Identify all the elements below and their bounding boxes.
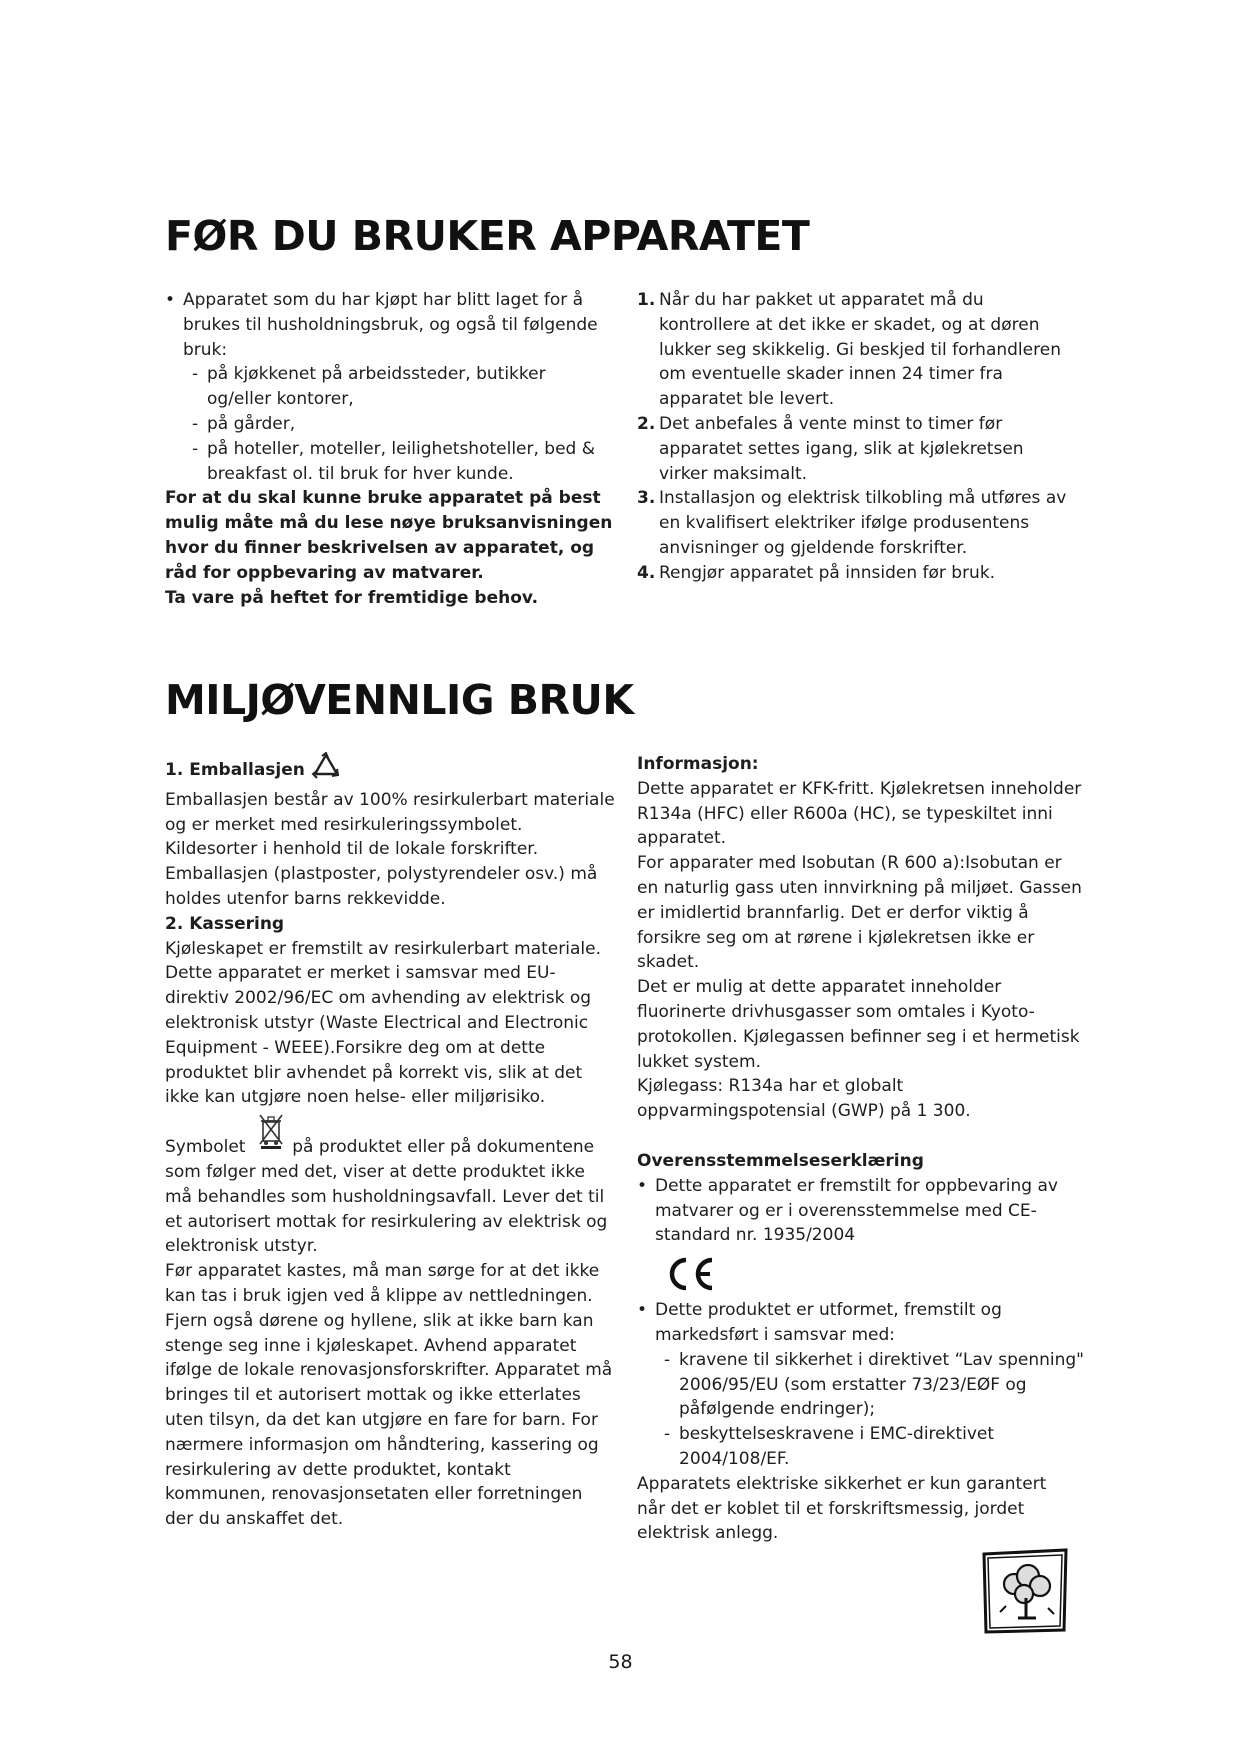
keep-booklet-note: Ta vare på heftet for fremtidige behov. (165, 587, 539, 608)
information-heading: Informasjon: (637, 754, 759, 774)
use-item: - på hoteller, moteller, leilighetshoteller, bed & breakfast ol. til bruk for hver kunde. (192, 438, 596, 484)
before-use-right-column (637, 288, 1077, 586)
intended-use-text: Apparatet som du har kjøpt har blitt laget for å brukes til husholdningsbruk, og også til følgende bruk: (183, 290, 598, 360)
bullet-marker: • (165, 290, 176, 310)
information-text-4: Kjølegass: R134a har et globalt oppvarmingspotensial (GWP) på 1 300. (637, 1076, 971, 1122)
ce-mark-icon (637, 1248, 1085, 1298)
electrical-safety-note: Apparatets elektriske sikkerhet er kun garantert når det er koblet til et forskriftsmessig, jordet elektrisk anlegg. (637, 1473, 1047, 1544)
before-disposal-text: Før apparatet kastes, må man sørge for at det ikke kan tas i bruk igjen ved å klippe av nettledningen. Fjern også dørene og hyllene, slik at ikke barn kan stenge seg inne i kjøleskapet. Avhend apparatet ifølge de lokale renovasjonsforskrifter. Apparatet må bringes til et autorisert mottak og ikke etterlates uten tilsyn, da det kan utgjøre en fare for barn. For nærmere informasjon om håndtering, kassering og resirkulering av dette produktet, kontakt kommunen, renovasjonsetaten eller forretningen der du anskaffet det. (165, 1261, 613, 1530)
page-number: 58 (608, 1651, 633, 1673)
intended-use-bullet (165, 288, 615, 362)
step-item: 4. Rengjør apparatet på innsiden før bruk. (637, 562, 996, 583)
information-text-1: Dette apparatet er KFK-fritt. Kjølekretsen inneholder R134a (HFC) eller R600a (HC), se typeskiltet inni apparatet. (637, 778, 1082, 849)
bullet-marker: • (637, 1175, 648, 1196)
disposal-text: Kjøleskapet er fremstilt av resirkulerbart materiale. Dette apparatet er merket i samsvar med EU-direktiv 2002/96/EC om avhending av elektrisk og elektronisk utstyr (Waste Electrical and Electronic Equipment - WEEE).Forsikre deg om at dette produktet blir avhendet på korrekt vis, slik at det ikke kan utgjøre noen helse- eller miljørisiko. (165, 938, 601, 1108)
step-item: 3. Installasjon og elektrisk tilkobling må utføres av en kvalifisert elektriker ifølge produsentens anvisninger og gjeldende forskrifter. (637, 488, 1067, 558)
disposal-heading: 2. Kassering (165, 913, 285, 934)
section-title-environment: MILJØVENNLIG BRUK (165, 676, 634, 724)
directive-item: - kravene til sikkerhet i direktivet “Lav spenning" 2006/95/EU (som erstatter 73/23/EØF og påfølgende endringer); (664, 1349, 1084, 1420)
use-item: - på gårder, (192, 413, 296, 434)
step-item: 2. Det anbefales å vente minst to timer før apparatet settes igang, slik at kjølekretsen virker maksimalt. (637, 413, 1024, 484)
step-item: 1. Når du har pakket ut apparatet må du kontrollere at det ikke er skadet, og at døren lukker seg skikkelig. Gi beskjed til forhandleren om eventuelle skader innen 24 timer fra apparatet ble levert. (637, 290, 1061, 410)
packaging-text: Emballasjen består av 100% resirkulerbart materiale og er merket med resirkuleringssymbolet. Kildesorter i henhold til de lokale forskrifter. Emballasjen (plastposter, polystyrendeler osv.) må holdes utenfor barns rekkevidde. (165, 789, 615, 909)
environment-right-column (637, 752, 1085, 1546)
environment-left-column (165, 752, 615, 1532)
weee-crossed-bin-icon (257, 1112, 285, 1158)
conformity-heading: Overensstemmelseserklæring (637, 1150, 924, 1171)
recycle-icon (311, 752, 341, 788)
before-use-left-column (165, 288, 615, 610)
conformity-bullet: • Dette apparatet er fremstilt for oppbevaring av matvarer og er i overensstemmelse med CE-standard nr. 1935/2004 (637, 1174, 1085, 1248)
information-text-3: Det er mulig at dette apparatet inneholder fluorinerte drivhusgasser som omtales i Kyoto-protokollen. Kjølegassen befinner seg i et hermetisk lukket system. (637, 977, 1080, 1072)
bullet-marker: • (637, 1300, 648, 1321)
information-text-2: For apparater med Isobutan (R 600 a):Isobutan er en naturlig gass uten innvirkning på miljøet. Gassen er imidlertid brannfarlig. Det er derfor viktig å forsikre seg om at rørene i kjølekretsen ikke er skadet. (637, 853, 1082, 973)
use-item: - på kjøkkenet på arbeidssteder, butikker og/eller kontorer, (192, 364, 546, 410)
directive-item: - beskyttelseskravene i EMC-direktivet 2004/108/EF. (664, 1424, 995, 1469)
weee-symbol-paragraph: Symbolet på produktet eller på dokumentene som følger med det, viser at dette produktet ikke må behandles som husholdningsavfall. Lever det til et autorisert mottak for resirkulering av elektrisk og elektronisk utstyr. (165, 1135, 615, 1259)
tree-eco-icon (978, 1546, 1073, 1636)
section-title-before-use: FØR DU BRUKER APPARATET (165, 212, 810, 260)
conformity-bullet: • Dette produktet er utformet, fremstilt og markedsført i samsvar med: (637, 1298, 1085, 1348)
read-manual-note: For at du skal kunne bruke apparatet på best mulig måte må du lese nøye bruksanvisningen hvor du finner beskrivelsen av apparatet, og råd for oppbevaring av matvarer. (165, 488, 613, 583)
packaging-heading: 1. Emballasjen (165, 752, 615, 788)
